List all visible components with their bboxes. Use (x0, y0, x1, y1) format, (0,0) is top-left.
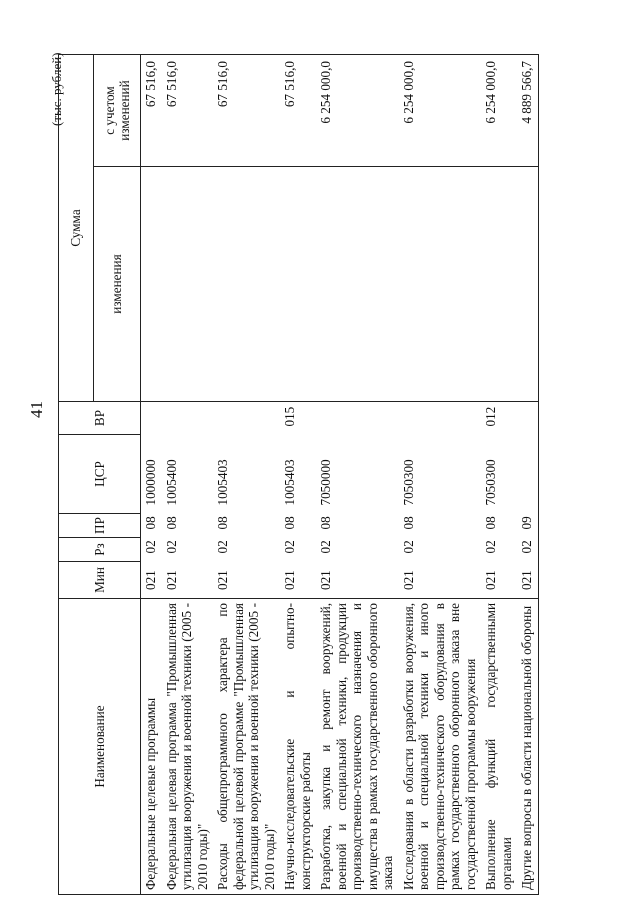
row-min: 021 (280, 562, 316, 599)
row-vr (162, 402, 214, 435)
row-rz: 02 (282, 540, 297, 554)
row-name: Выполнение функций государственными органами (481, 599, 517, 895)
row-min: 021 (213, 562, 280, 599)
row-with-changes: 67 516,0 (213, 55, 280, 167)
row-pr: 08 (483, 516, 498, 530)
row-pr: 08 (143, 516, 158, 530)
header-sum: Сумма (59, 55, 94, 402)
row-pr: 09 (517, 514, 538, 538)
row-min: 021 (141, 562, 162, 599)
table-row (280, 55, 316, 895)
row-with-changes: 67 516,0 (280, 55, 316, 167)
row-changes (280, 167, 316, 402)
row-csr: 1005403 (282, 459, 297, 506)
row-rz: 02 (483, 540, 498, 554)
row-pr: 08 (215, 516, 230, 530)
row-min: 021 (162, 562, 214, 599)
row-changes (162, 167, 214, 402)
row-changes (481, 167, 517, 402)
row-name: Научно-исследовательские и опытно-конструкторские работы (280, 599, 316, 895)
row-changes (316, 167, 399, 402)
row-with-changes: 67 516,0 (141, 55, 162, 167)
row-rz: 02 (517, 538, 538, 562)
header-rz: Рз (59, 538, 141, 562)
table-row (316, 55, 399, 895)
row-name: Другие вопросы в области национальной обороны (517, 599, 538, 895)
row-pr: 08 (318, 516, 333, 530)
table-header (59, 55, 141, 895)
header-pr: ПР (59, 514, 141, 538)
row-vr (213, 402, 280, 435)
table-row (399, 55, 482, 895)
page-number: 41 (27, 401, 46, 418)
row-csr: 7050000 (318, 459, 333, 506)
row-rz: 02 (143, 540, 158, 554)
row-csr: 1005400 (163, 459, 179, 506)
row-name: Исследования в области разработки вооружения, военной и специальной техники и иного производственно-технического оборудования в рамках государственного оборонного заказа вне государственной программы вооружения (399, 599, 482, 895)
row-vr (517, 402, 538, 435)
row-changes (213, 167, 280, 402)
budget-table (58, 54, 539, 895)
row-name: Разработка, закупка и ремонт вооружений, военной и специальной техники, продукции производственно-технического назначения и имущества в рамках государственного оборонного заказа (316, 599, 399, 895)
row-csr (517, 435, 538, 514)
rotated-table-container (58, 55, 638, 895)
row-min: 021 (481, 562, 517, 599)
header-csr: ЦСР (59, 435, 141, 514)
row-vr (141, 402, 162, 435)
row-pr: 08 (282, 516, 297, 530)
row-changes (141, 167, 162, 402)
row-with-changes: 67 516,0 (162, 55, 214, 167)
header-vr: ВР (59, 402, 141, 435)
table-body (141, 55, 539, 895)
row-with-changes: 4 889 566,7 (517, 55, 538, 167)
row-with-changes: 6 254 000,0 (481, 55, 517, 167)
row-name: Расходы общепрограммного характера по федеральной целевой программе "Промышленная утилизация вооружения и военной техники (2005 - 2010 годы)" (213, 599, 280, 895)
row-vr: 012 (481, 402, 517, 435)
table-row (517, 55, 538, 895)
row-pr: 08 (163, 516, 179, 530)
row-csr: 7050300 (483, 459, 498, 506)
row-name: Федеральные целевые программы (141, 599, 162, 895)
row-csr: 1000000 (143, 459, 158, 506)
row-csr: 7050300 (400, 459, 416, 506)
header-with-changes: с учетом изменений (94, 55, 141, 167)
row-name: Федеральная целевая программа "Промышленная утилизация вооружения и военной техники (2005 - 2010 годы)" (162, 599, 214, 895)
row-vr: 015 (280, 402, 316, 435)
row-rz: 02 (163, 540, 179, 554)
row-min: 021 (316, 562, 399, 599)
table-row (213, 55, 280, 895)
header-name: Наименование (59, 599, 141, 895)
row-changes (399, 167, 482, 402)
row-rz: 02 (318, 540, 333, 554)
row-vr (316, 402, 399, 435)
row-with-changes: 6 254 000,0 (316, 55, 399, 167)
units-label: (тыс. рублей) (49, 52, 64, 126)
row-rz: 02 (215, 540, 230, 554)
row-min: 021 (399, 562, 482, 599)
row-changes (517, 167, 538, 402)
row-min: 021 (517, 562, 538, 599)
row-csr: 1005403 (215, 459, 230, 506)
row-vr (399, 402, 482, 435)
header-changes: изменения (94, 167, 141, 402)
row-pr: 08 (400, 516, 416, 530)
table-row (481, 55, 517, 895)
row-with-changes: 6 254 000,0 (399, 55, 482, 167)
table-row (162, 55, 214, 895)
table-row (141, 55, 162, 895)
row-rz: 02 (400, 540, 416, 554)
header-min: Мин (59, 562, 141, 599)
